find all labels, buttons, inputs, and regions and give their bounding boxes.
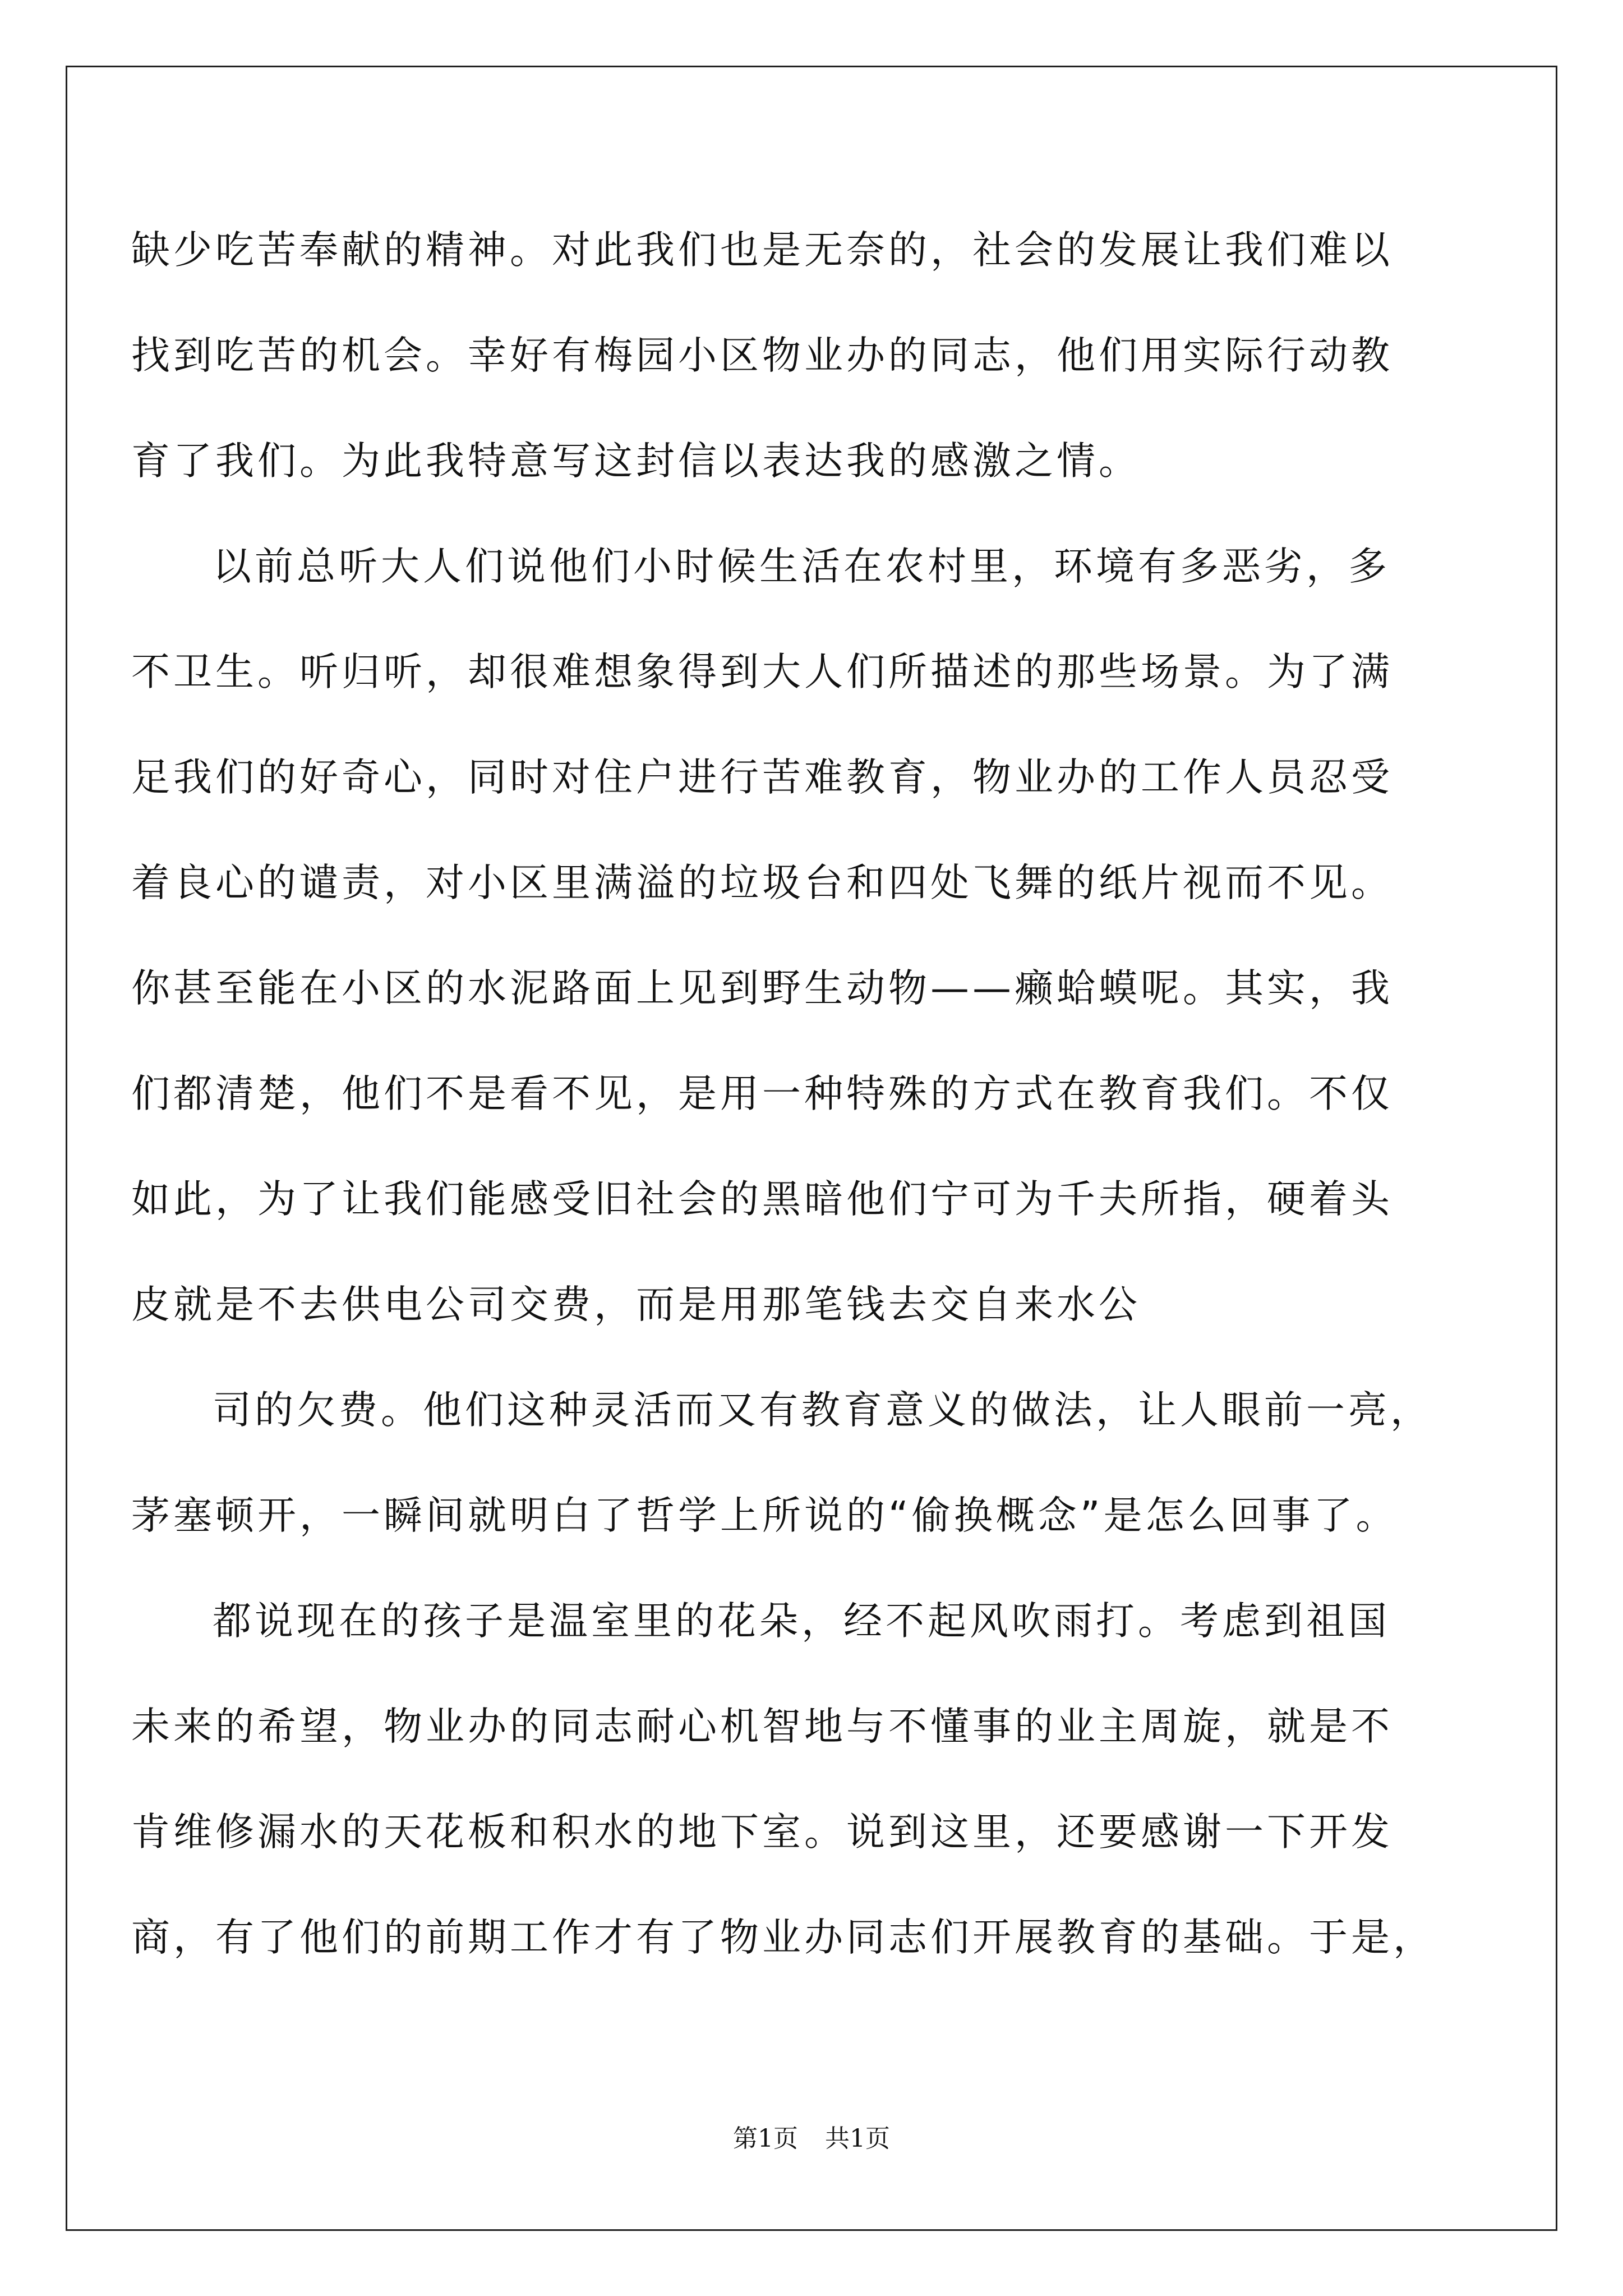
- text-line: 足我们的好奇心，同时对住户进行苦难教育，物业办的工作人员忍受: [131, 755, 1393, 800]
- text-line: 以前总听大人们说他们小时候生活在农村里，环境有多恶劣，多: [213, 544, 1390, 589]
- text-line: 找到吃苦的机会。幸好有梅园小区物业办的同志，他们用实际行动教: [131, 333, 1393, 378]
- text-line: 着良心的谴责，对小区里满溢的垃圾台和四处飞舞的纸片视而不见。: [131, 861, 1393, 905]
- text-line: 未来的希望，物业办的同志耐心机智地与不懂事的业主周旋，就是不: [131, 1704, 1393, 1749]
- text-line: 缺少吃苦奉献的精神。对此我们也是无奈的，社会的发展让我们难以: [131, 228, 1393, 273]
- text-line: 你甚至能在小区的水泥路面上见到野生动物——癞蛤蟆呢。其实，我: [131, 966, 1393, 1011]
- text-line: 都说现在的孩子是温室里的花朵，经不起风吹雨打。考虑到祖国: [213, 1599, 1390, 1644]
- text-line: 肯维修漏水的天花板和积水的地下室。说到这里，还要感谢一下开发: [131, 1810, 1393, 1855]
- text-line: 司的欠费。他们这种灵活而又有教育意义的做法，让人眼前一亮，: [213, 1388, 1432, 1433]
- text-line: 皮就是不去供电公司交费，而是用那笔钱去交自来水公: [131, 1282, 1141, 1327]
- page-total: 共1页: [825, 2124, 890, 2153]
- text-line: 不卫生。听归听，却很难想象得到大人们所描述的那些场景。为了满: [131, 650, 1393, 694]
- page-border: [66, 66, 1557, 2231]
- page-footer: [0, 2122, 1623, 2156]
- text-line: 们都清楚，他们不是看不见，是用一种特殊的方式在教育我们。不仅: [131, 1071, 1393, 1116]
- page-number: 第1页: [733, 2124, 798, 2153]
- text-line: 商，有了他们的前期工作才有了物业办同志们开展教育的基础。于是，: [131, 1915, 1435, 1960]
- text-line: 如此，为了让我们能感受旧社会的黑暗他们宁可为千夫所指，硬着头: [131, 1177, 1393, 1222]
- text-line: 茅塞顿开，一瞬间就明白了哲学上所说的“偷换概念”是怎么回事了。: [131, 1493, 1398, 1538]
- text-line: 育了我们。为此我特意写这封信以表达我的感激之情。: [131, 439, 1141, 484]
